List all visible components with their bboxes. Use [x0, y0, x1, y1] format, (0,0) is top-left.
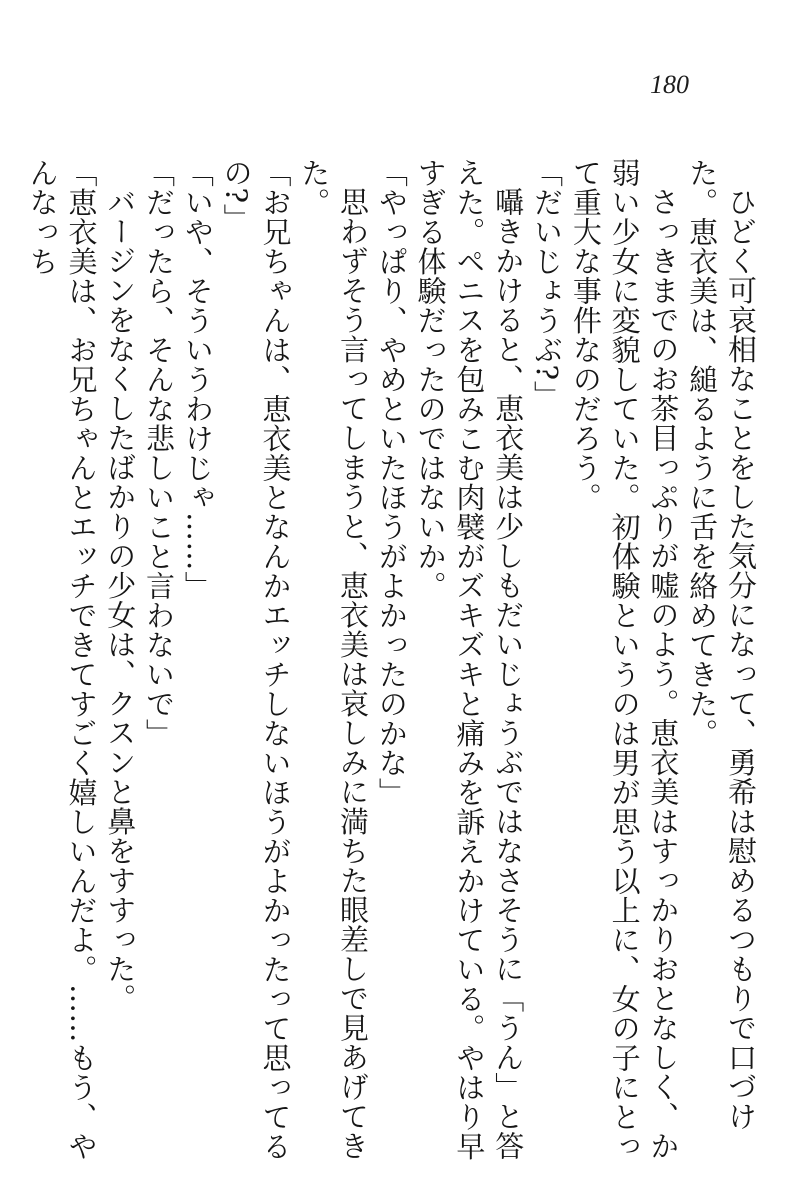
paragraph-narration: さっきまでのお茶目っぷりが嘘のよう。恵衣美はすっかりおとなしく、か弱い少女に変貌していた。初体験というのは男が思う以上に、女の子にとって重大な事件なのだろう。: [568, 158, 681, 1161]
paragraph-dialogue: 「恵衣美は、お兄ちゃんとエッチできてすごく嬉しいんだよ。……もう、やんなっち: [25, 158, 99, 1161]
paragraph-narration: 思わずそう言ってしまうと、恵衣美は哀しみに満ちた眼差しで見あげてきた。: [297, 158, 371, 1161]
paragraph-narration: 囁きかけると、恵衣美は少しもだいじょうぶではなさそうに「うん」と答えた。ペニスを包みこむ肉襞がズキズキと痛みを訴えかけている。やはり早すぎる体験だったのではないか。: [413, 158, 526, 1161]
paragraph-dialogue: 「やっぱり、やめといたほうがよかったのかな」: [374, 158, 409, 807]
paragraph-narration: バージンをなくしたばかりの少女は、クスンと鼻をすすった。: [103, 187, 138, 1013]
paragraph-dialogue: 「お兄ちゃんは、恵衣美となんかエッチしないほうがよかったって思ってるの?」: [219, 158, 293, 1161]
novel-body-text: [25, 158, 760, 1178]
page-number: 180: [650, 70, 689, 99]
paragraph-dialogue: 「だいじょうぶ?」: [530, 158, 565, 411]
paragraph-dialogue: 「だったら、そんな悲しいこと言わないで」: [142, 158, 177, 748]
paragraph-dialogue: 「いや、そういうわけじゃ……」: [180, 158, 215, 601]
paragraph-narration: ひどく可哀相なことをした気分になって、勇希は慰めるつもりで口づけた。恵衣美は、縋るように舌を絡めてきた。: [685, 158, 758, 1131]
